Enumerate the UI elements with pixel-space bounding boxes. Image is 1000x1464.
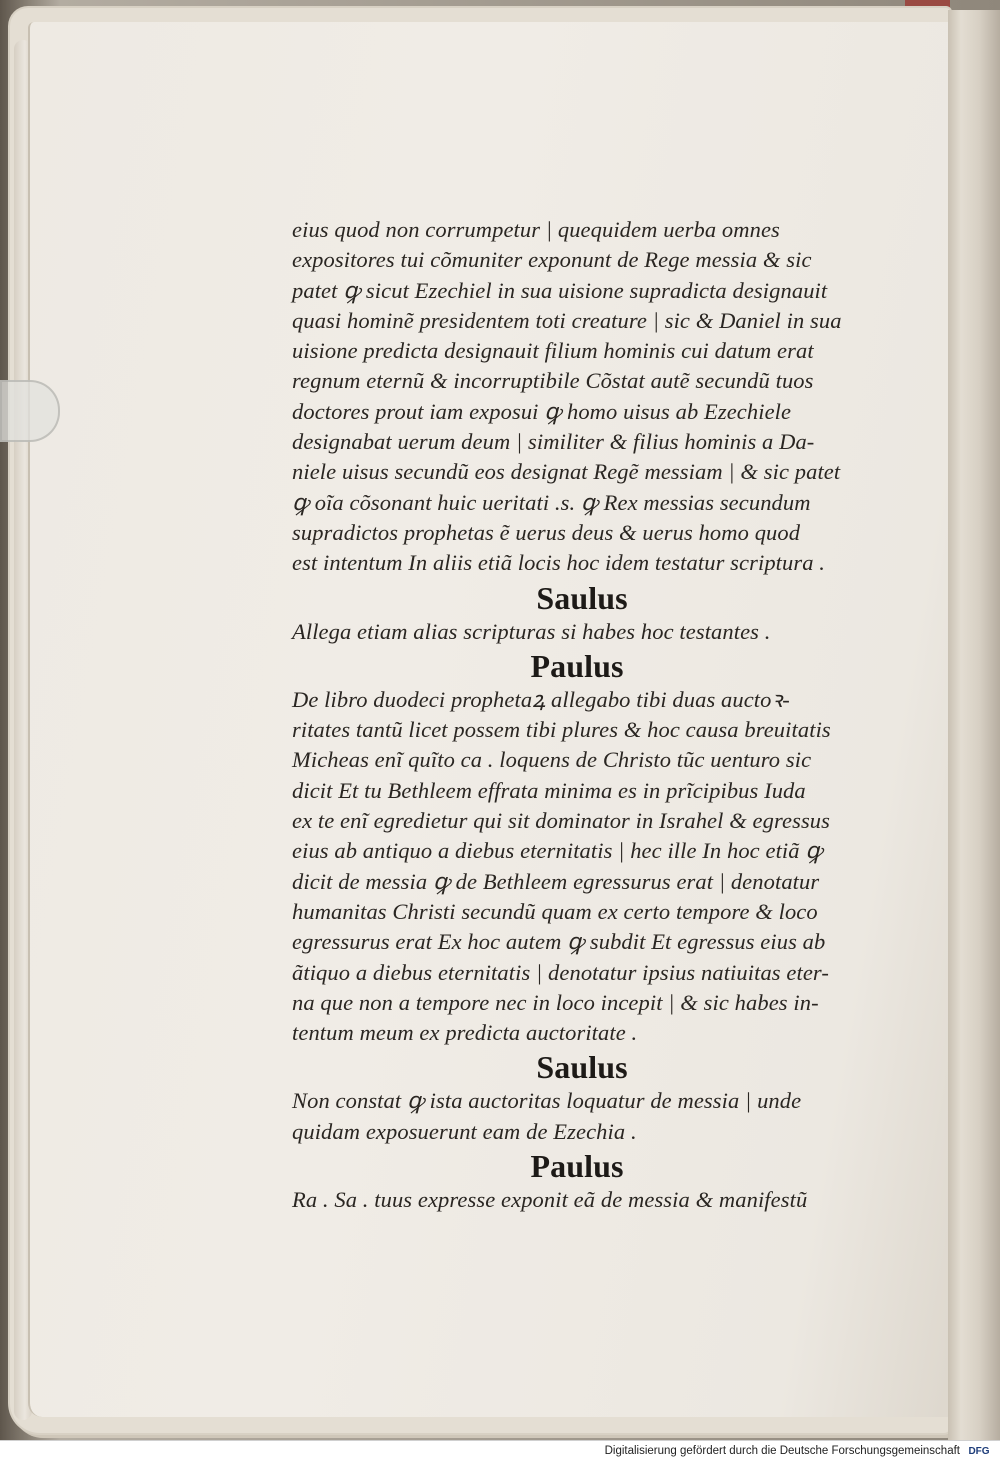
text-line: ãtiquo a diebus eternitatis | denotatur ipsius natiuitas eter-	[292, 959, 829, 985]
paragraph-1	[292, 215, 862, 579]
digitization-footer	[0, 1440, 1000, 1464]
text-line: Allega etiam alias scripturas si habes hoc testantes .	[292, 618, 771, 644]
paragraph-5	[292, 1185, 862, 1215]
paragraph-2	[292, 617, 862, 647]
text-line: humanitas Christi secundũ quam ex certo tempore & loco	[292, 898, 818, 924]
speaker-heading-paulus: Paulus	[530, 647, 624, 684]
text-line: supradictos prophetas ẽ uerus deus & uerus homo quod	[292, 519, 801, 545]
text-line: Ra . Sa . tuus expresse exponit eã de messia & manifestũ	[292, 1187, 808, 1213]
text-line: na que non a tempore nec in loco incepit | & sic habes in-	[292, 989, 819, 1015]
text-line: est intentum In aliis etiã locis hoc idem testatur scriptura .	[292, 550, 826, 576]
text-line: eius ab antiquo a diebus eternitatis | hec ille In hoc etiã ꝙ	[292, 838, 823, 864]
text-line: regnum eternũ & incorruptibile Cõstat autẽ secundũ tuos	[292, 368, 814, 394]
dfg-logo-icon: DFG	[968, 1446, 990, 1457]
text-line: ritates tantũ licet possem tibi plures & hoc causa breuitatis	[292, 717, 831, 743]
text-line: De libro duodeci prophetaꝝ allegabo tibi duas auctoꝛ-	[292, 686, 790, 712]
text-line: ex te enĩ egredietur qui sit dominator in Israhel & egressus	[292, 808, 831, 834]
speaker-heading-saulus: Saulus	[536, 1049, 628, 1086]
text-line: uisione predicta designauit filium hominis cui datum erat	[292, 338, 814, 364]
text-line: egressurus erat Ex hoc autem ꝙ subdit Et egressus eius ab	[292, 929, 826, 955]
speaker-heading-paulus: Paulus	[530, 1148, 624, 1185]
text-line: doctores prout iam exposui ꝙ homo uisus ab Ezechiele	[292, 398, 792, 424]
text-line: niele uisus secundũ eos designat Regẽ messiam | & sic patet	[292, 459, 841, 485]
text-line: quasi hominẽ presidentem toti creature | sic & Daniel in sua	[292, 307, 842, 333]
text-line: expositores tui cõmuniter exponunt de Rege messia & sic	[292, 247, 812, 273]
paragraph-3	[292, 685, 862, 1049]
text-line: designabat uerum deum | similiter & filius hominis a Da-	[292, 429, 815, 455]
text-line: ꝙ oĩa cõsonant huic ueritati .s. ꝙ Rex messias secundum	[292, 489, 811, 515]
page-text	[292, 215, 862, 1215]
facing-page-edge	[948, 10, 1000, 1440]
text-line: tentum meum ex predicta auctoritate .	[292, 1020, 638, 1046]
text-line: Non constat ꝙ ista auctoritas loquatur de messia | unde	[292, 1088, 802, 1114]
text-line: dicit Et tu Bethleem effrata minima es in prĩcipibus Iuda	[292, 777, 806, 803]
text-line: quidam exposuerunt eam de Ezechia .	[292, 1118, 637, 1144]
speaker-heading-saulus: Saulus	[536, 579, 628, 616]
paragraph-4	[292, 1086, 862, 1147]
text-line: eius quod non corrumpetur | quequidem uerba omnes	[292, 217, 780, 242]
text-line: Micheas enĩ quĩto ca . loquens de Christo tũc uenturo sic	[292, 747, 812, 773]
page-clip	[0, 380, 60, 442]
text-line: dicit de messia ꝙ de Bethleem egressurus erat | denotatur	[292, 868, 820, 894]
funding-credit: Digitalisierung gefördert durch die Deutsche Forschungsgemeinschaft	[604, 1445, 960, 1457]
text-line: patet ꝙ sicut Ezechiel in sua uisione supradicta designauit	[292, 277, 828, 303]
